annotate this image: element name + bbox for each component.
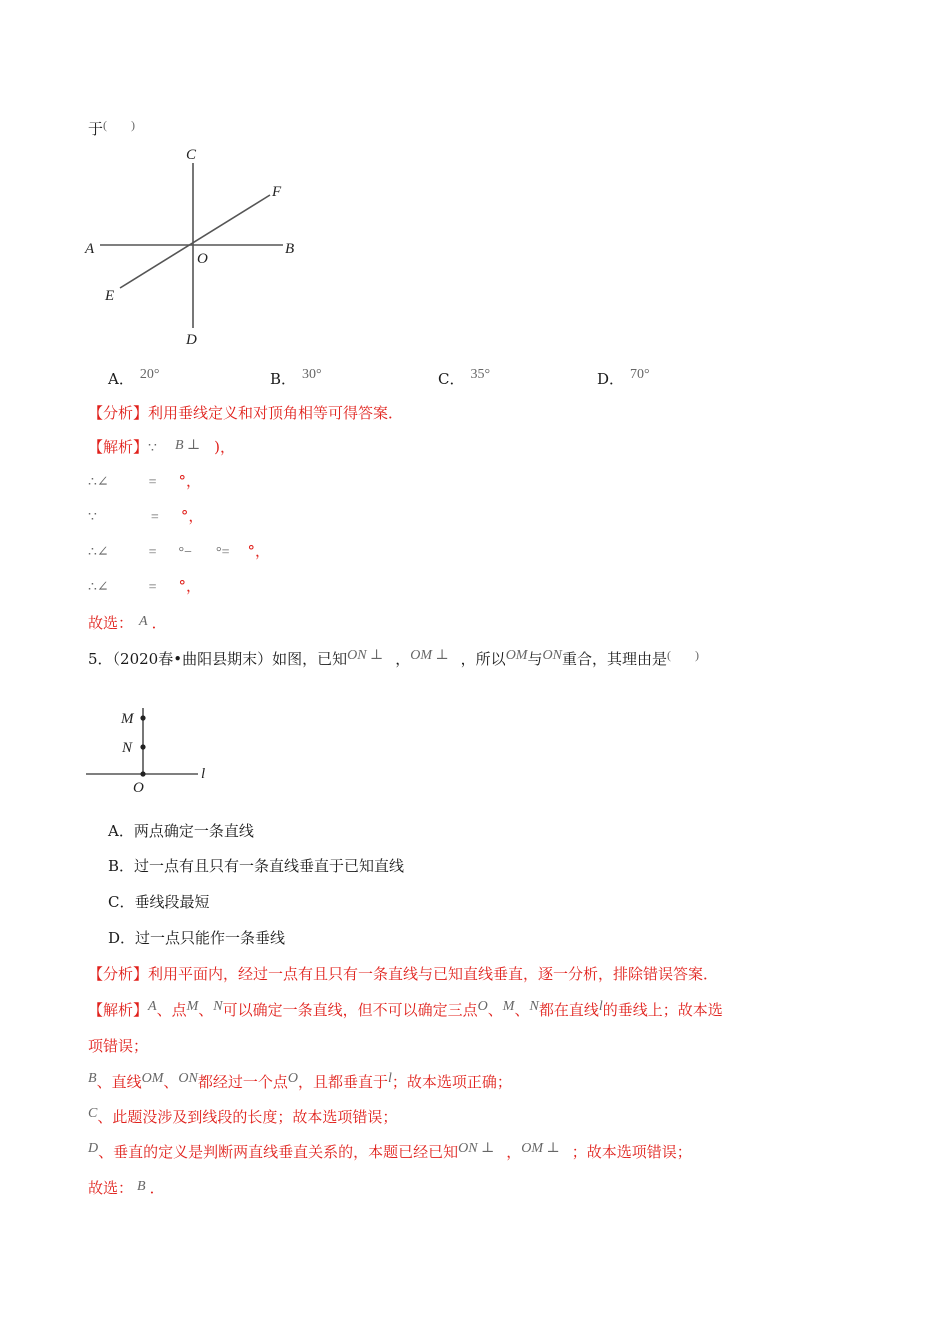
q4-solution-line-4 [88, 540, 270, 561]
q5-s2-b: B [88, 1071, 97, 1086]
q5-figure [80, 700, 230, 800]
q5-s2-t5: ；故本选项正确； [391, 1073, 512, 1091]
q5-s1-a: A [148, 999, 157, 1014]
q4-sol3-end: °， [180, 507, 204, 525]
q5-text-2: ，所以 [460, 650, 506, 668]
q5-comma-1: ， [395, 650, 411, 668]
q5-option-c-text: 垂线段最短 [134, 893, 210, 911]
q5-option-c[interactable] [108, 891, 210, 912]
q5-analysis [88, 963, 718, 984]
q5-s1-t8: 项错误； [88, 1037, 149, 1055]
q4-option-b-value: 30° [302, 367, 322, 382]
q4-sol2-eq: = [148, 475, 157, 490]
q5-math-1: ON ⊥ [347, 648, 384, 663]
q5-s1-t3: 可以确定一条直线，但不可以确定三点 [222, 1001, 478, 1019]
q5-label-n: N [122, 740, 133, 756]
q5-answer-paren: ( ) [666, 648, 699, 662]
q5-math-3: OM [505, 648, 528, 663]
q4-sol5-sym: ∴∠ [88, 580, 109, 595]
q4-sol4-end: °， [247, 542, 271, 560]
q5-text-4: 重合，其理由是 [561, 650, 667, 668]
q5-s1-o: O [477, 999, 488, 1014]
q4-solution-line-2 [88, 470, 201, 491]
q5-number: 5． [88, 650, 113, 668]
q4-sol3-eq: = [150, 510, 159, 525]
q4-sol2-sym: ∴∠ [88, 475, 109, 490]
q4-analysis-text: 利用垂线定义和对顶角相等可得答案． [148, 404, 404, 422]
q4-option-c-value: 35° [470, 367, 491, 382]
q5-s1-n2: N [529, 999, 539, 1014]
q5-s2-l: l [387, 1071, 392, 1086]
q5-s4-t1: 、垂直的定义是判断两直线垂直关系的，本题已经已知 [98, 1143, 459, 1161]
q4-label-c: C [186, 147, 197, 163]
q5-s1-t6: 都在直线 [538, 1001, 599, 1019]
q5-s2-t4: ，且都垂直于 [297, 1073, 388, 1091]
q4-option-a-value: 20° [139, 367, 160, 382]
q4-option-a[interactable] [108, 368, 159, 389]
q5-point-o [140, 771, 145, 776]
q4-stem-prefix: 于 [88, 120, 104, 138]
q5-analysis-text: 利用平面内，经过一点有且只有一条直线与已知直线垂直，逐一分析，排除错误答案． [148, 965, 719, 983]
q5-s1-t2: 、 [198, 1001, 214, 1019]
q5-option-c-letter: C． [108, 893, 135, 911]
q5-s2-on: ON [178, 1071, 198, 1086]
q4-analysis [88, 402, 403, 423]
q5-option-a[interactable] [108, 820, 254, 841]
q5-solution-line-3 [88, 1106, 397, 1127]
q5-s4-m1: ON ⊥ [458, 1141, 495, 1156]
q5-solution-line-1 [88, 999, 723, 1020]
q4-sol1-math: B ⊥ [174, 438, 201, 453]
q5-option-a-text: 两点确定一条直线 [133, 822, 254, 840]
q4-sol5-end: °， [178, 577, 202, 595]
q5-option-b-text: 过一点有且只有一条直线垂直于已知直线 [134, 857, 405, 875]
q5-s4-d: D [88, 1141, 99, 1156]
q4-figure [80, 140, 320, 350]
q4-sol3-sym: ∵ [88, 510, 97, 525]
q4-analysis-tag: 【分析】 [88, 404, 149, 422]
q5-s1-l: l [598, 999, 603, 1014]
q5-s1-t5: 、 [514, 1001, 530, 1019]
q5-s1-m: M [186, 999, 199, 1014]
q5-source: （2020春•曲阳县期末）如图，已知 [112, 650, 348, 668]
q5-option-d-text: 过一点只能作一条垂线 [135, 929, 286, 947]
q4-option-c-letter: C． [438, 370, 465, 388]
q5-label-l: l [201, 766, 206, 782]
q4-option-a-letter: A． [108, 370, 134, 388]
q5-option-b-letter: B． [108, 857, 135, 875]
q4-sol1-end: )， [214, 438, 236, 456]
q4-solution-line-1 [88, 436, 235, 457]
q5-option-d-letter: D． [108, 929, 136, 947]
q5-math-2: OM ⊥ [410, 648, 449, 663]
q5-solution-line-2 [88, 1071, 512, 1092]
q5-s1-t4: 、 [487, 1001, 503, 1019]
q4-sol1-sym: ∵ [148, 441, 157, 456]
q4-sol2-end: °， [178, 472, 202, 490]
q5-option-b[interactable] [108, 855, 404, 876]
q4-solution-tag: 【解析】 [88, 438, 149, 456]
q4-option-d[interactable] [597, 368, 650, 389]
q5-s1-t7: 的垂线上；故本选 [602, 1001, 723, 1019]
q4-label-a: A [85, 241, 95, 257]
q4-solution-line-5 [88, 575, 201, 596]
q4-sol4-mid2: °= [216, 545, 230, 560]
q5-s2-t2: 、 [163, 1073, 179, 1091]
q5-s3-c: C [88, 1106, 98, 1121]
q5-math-4: ON [542, 648, 562, 663]
q5-answer-label: 故选： [88, 1179, 134, 1197]
q5-s2-t1: 、直线 [96, 1073, 142, 1091]
q5-answer-value: B [137, 1179, 146, 1194]
q5-s4-t3: ；故本选项错误； [571, 1143, 692, 1161]
q4-label-o: O [197, 251, 208, 267]
q5-answer-end: ． [149, 1179, 165, 1197]
q5-s2-t3: 都经过一个点 [197, 1073, 288, 1091]
q5-option-a-letter: A． [108, 822, 134, 840]
q5-solution-line-1b [88, 1035, 148, 1056]
q4-answer-end: ． [151, 614, 167, 632]
q4-label-e: E [105, 288, 115, 304]
q4-label-d: D [186, 332, 197, 348]
q4-sol4-mid: °− [178, 545, 193, 560]
q4-sol4-sym: ∴∠ [88, 545, 109, 560]
q4-option-c[interactable] [438, 368, 490, 389]
q5-s2-o: O [287, 1071, 298, 1086]
q4-option-b-letter: B． [270, 370, 297, 388]
q4-option-d-letter: D． [597, 370, 625, 388]
q5-solution-tag: 【解析】 [88, 1001, 149, 1019]
q4-answer [88, 612, 167, 633]
q5-answer [88, 1177, 165, 1198]
q5-s4-t2: ， [506, 1143, 522, 1161]
q5-s1-t1: 、点 [156, 1001, 187, 1019]
q4-answer-label: 故选： [88, 614, 134, 632]
q5-point-n [140, 744, 145, 749]
q4-answer-paren: ( ) [103, 118, 136, 132]
q4-sol4-eq: = [148, 545, 157, 560]
q5-option-d[interactable] [108, 927, 285, 948]
q4-solution-line-3 [88, 505, 203, 526]
q5-analysis-tag: 【分析】 [88, 965, 149, 983]
q4-option-b[interactable] [270, 368, 322, 389]
q4-sol5-eq: = [148, 580, 157, 595]
q5-label-m: M [121, 711, 134, 727]
q5-stem [88, 648, 699, 669]
q5-s3-t1: 、此题没涉及到线段的长度；故本选项错误； [97, 1108, 398, 1126]
q5-text-3: 与 [527, 650, 543, 668]
q5-s2-om: OM [141, 1071, 164, 1086]
q4-label-f: F [272, 184, 282, 200]
q4-stem [88, 118, 135, 139]
q4-label-b: B [285, 241, 295, 257]
q5-s1-m2: M [502, 999, 515, 1014]
q5-solution-line-4 [88, 1141, 692, 1162]
q5-s4-m2: OM ⊥ [521, 1141, 560, 1156]
q4-answer-value: A [139, 614, 148, 629]
q5-label-o: O [133, 780, 144, 796]
q5-s1-n: N [213, 999, 223, 1014]
q5-point-m [140, 715, 145, 720]
q4-line-ef [120, 195, 270, 288]
q4-option-d-value: 70° [630, 367, 650, 382]
